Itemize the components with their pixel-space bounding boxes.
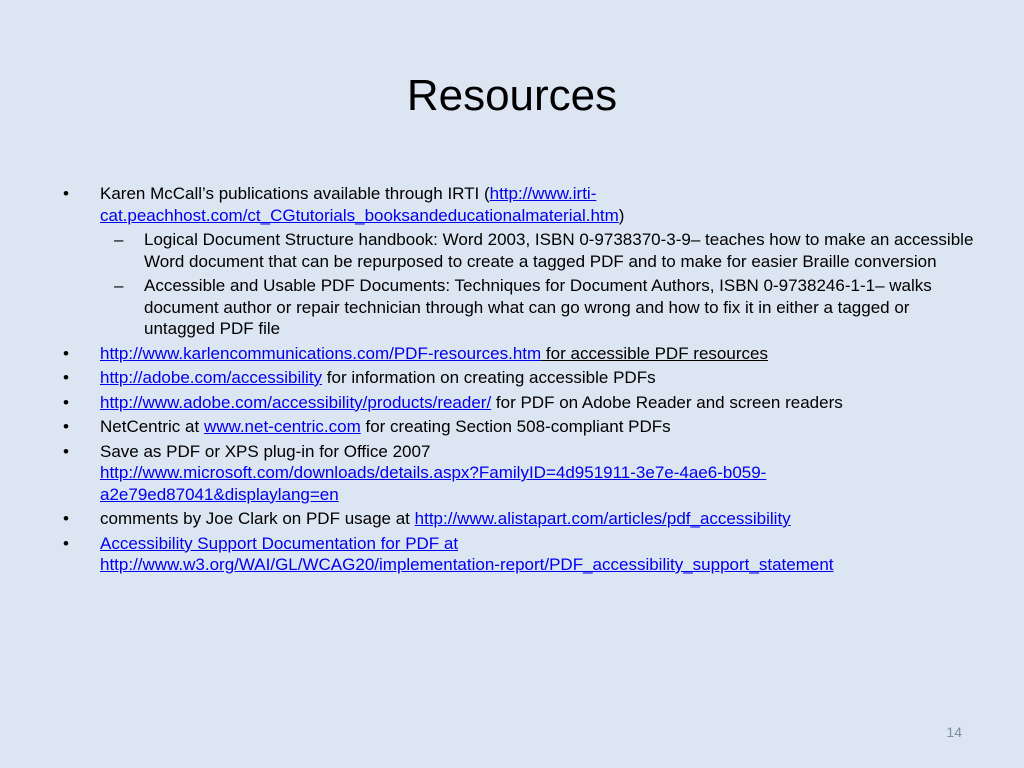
bullet-marker: •	[63, 343, 69, 363]
sub-bullet-marker: –	[114, 230, 124, 249]
adobe-reader-link[interactable]: http://www.adobe.com/accessibility/products/reader/	[100, 392, 492, 412]
sub-item-text: Accessible and Usable PDF Documents: Techniques for Document Authors, ISBN 0-9738246-1-1– walks document author or repair technician through what can go wrong and how to fix it in either a tagged or untagged PDF file	[144, 276, 932, 338]
bullet-marker: •	[63, 533, 69, 553]
list-item-joe-clark	[57, 508, 977, 530]
list-item-text-before: comments by Joe Clark on PDF usage at	[100, 509, 415, 528]
list-item-office-plugin	[57, 441, 977, 506]
list-item-text-after: for information on creating accessible PDFs	[322, 368, 656, 387]
adobe-accessibility-link[interactable]: http://adobe.com/accessibility	[100, 368, 323, 387]
slide-title: Resources	[406, 71, 618, 120]
microsoft-download-link[interactable]: http://www.microsoft.com/downloads/details.aspx?FamilyID=4d951911-3e7e-4ae6-b059-a2e79ed87041&displaylang=en	[100, 463, 767, 504]
list-item-adobe-accessibility	[57, 367, 977, 389]
list-item-text: Save as PDF or XPS plug-in for Office 2007	[100, 441, 431, 461]
w3c-support-link[interactable]	[100, 534, 834, 575]
list-item-text-after: for creating Section 508-compliant PDFs	[360, 417, 671, 436]
karlen-link[interactable]: http://www.karlencommunications.com/PDF-resources.htm	[100, 343, 542, 363]
bullet-marker: •	[63, 441, 69, 461]
list-item-text-after: )	[618, 205, 625, 225]
sub-item-pdf-book	[57, 275, 977, 340]
resource-list	[57, 183, 977, 579]
list-item-w3c-support	[57, 533, 977, 576]
w3c-link-line1: Accessibility Support Documentation for PDF at	[100, 533, 459, 553]
list-item-karlen	[57, 343, 977, 365]
bullet-marker: •	[63, 509, 69, 528]
list-item-text-after: for accessible PDF resources	[541, 343, 768, 363]
page-number: 14	[946, 724, 962, 740]
sub-item-word-handbook	[57, 229, 977, 272]
irti-link[interactable]: http://www.irti-cat.peachhost.com/ct_CGtutorials_booksandeducationalmaterial.htm	[100, 184, 619, 225]
bullet-marker: •	[63, 392, 69, 412]
list-item-netcentric	[57, 416, 977, 438]
list-item-text-before: NetCentric at	[100, 417, 204, 436]
bullet-marker: •	[63, 417, 69, 436]
w3c-link-line2: http://www.w3.org/WAI/GL/WCAG20/implementation-report/PDF_accessibility_support_statement	[100, 555, 834, 574]
netcentric-link[interactable]: www.net-centric.com	[203, 417, 361, 436]
bullet-marker: •	[63, 184, 69, 203]
list-item-text-after: for PDF on Adobe Reader and screen readers	[491, 392, 843, 412]
list-item-text: Karen McCall’s publications available through IRTI (	[100, 184, 490, 203]
alistapart-link[interactable]: http://www.alistapart.com/articles/pdf_accessibility	[414, 509, 791, 528]
list-item-mccall-publications	[57, 183, 977, 226]
sub-item-text: Logical Document Structure handbook: Word 2003, ISBN 0-9738370-3-9– teaches how to make an accessible Word document that can be repurposed to create a tagged PDF and to make for easier Braille conversion	[144, 230, 974, 271]
bullet-marker: •	[63, 368, 69, 387]
list-item-adobe-reader	[57, 392, 977, 414]
sub-bullet-marker: –	[114, 276, 124, 295]
